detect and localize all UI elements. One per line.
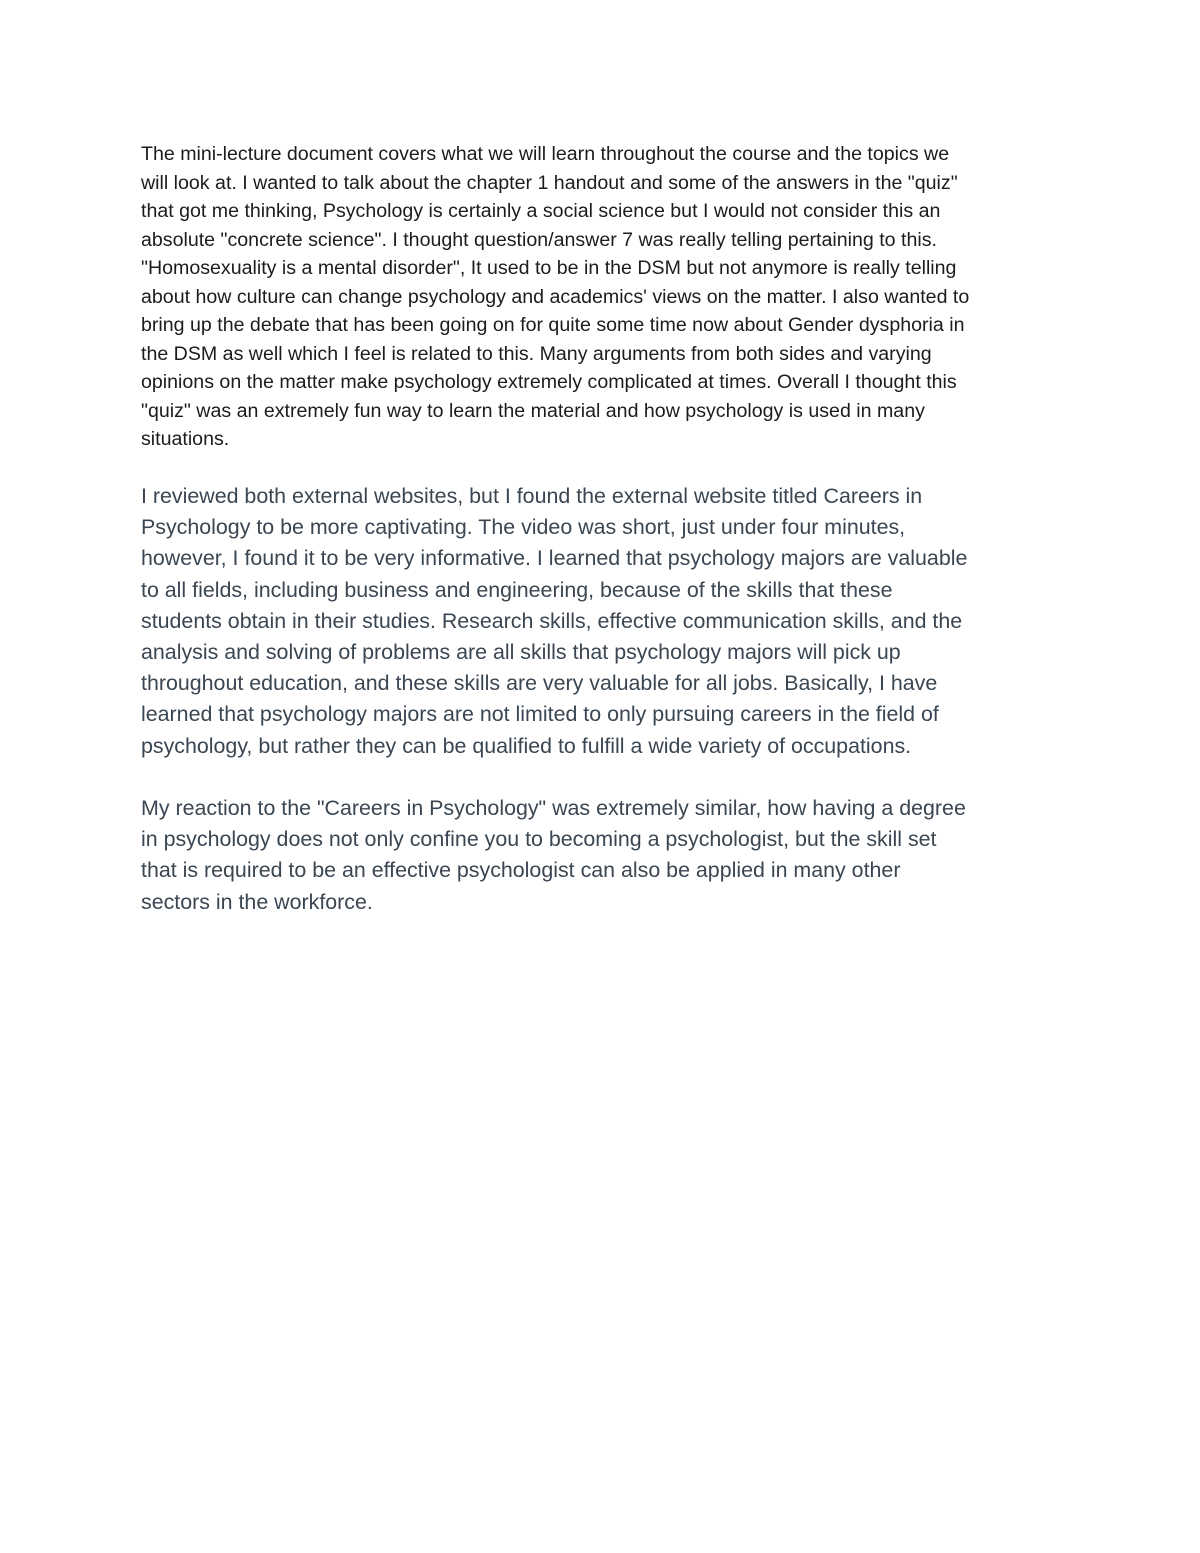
paragraph-line: bring up the debate that has been going on for quite some time now about Gender dysphoria in bbox=[141, 314, 965, 336]
paragraph-line: "Homosexuality is a mental disorder", It used to be in the DSM but not anymore is really telling bbox=[141, 257, 957, 279]
paragraph-line: in psychology does not only confine you to becoming a psychologist, but the skill set bbox=[141, 827, 937, 852]
paragraph-line: about how culture can change psychology and academics' views on the matter. I also wanted to bbox=[141, 285, 970, 308]
paragraph-line: "quiz" was an extremely fun way to learn the material and how psychology is used in many bbox=[141, 399, 925, 422]
paragraph-line: however, I found it to be very informative. I learned that psychology majors are valuable bbox=[141, 546, 968, 571]
paragraph-line: students obtain in their studies. Research skills, effective communication skills, and the bbox=[141, 608, 963, 633]
paragraph-external-websites-review bbox=[141, 481, 1071, 762]
paragraph-chapter-1-reflection bbox=[141, 140, 1071, 454]
paragraph-line: the DSM as well which I feel is related to this. Many arguments from both sides and varying bbox=[141, 342, 932, 365]
paragraph-line: throughout education, and these skills are very valuable for all jobs. Basically, I have bbox=[141, 671, 938, 696]
paragraph-line: sectors in the workforce. bbox=[141, 889, 373, 914]
paragraph-line: situations. bbox=[141, 428, 230, 450]
paragraph-line: absolute "concrete science". I thought question/answer 7 was really telling pertaining to this. bbox=[141, 228, 937, 251]
paragraph-reaction bbox=[141, 793, 1071, 918]
paragraph-line: will look at. I wanted to talk about the chapter 1 handout and some of the answers in the "quiz" bbox=[141, 171, 958, 194]
paragraph-line: that is required to be an effective psychologist can also be applied in many other bbox=[141, 858, 901, 883]
paragraph-line: analysis and solving of problems are all skills that psychology majors will pick up bbox=[141, 640, 901, 665]
paragraph-line: learned that psychology majors are not limited to only pursuing careers in the field of bbox=[141, 702, 939, 727]
paragraph-line: psychology, but rather they can be qualified to fulfill a wide variety of occupations. bbox=[141, 733, 912, 758]
paragraph-line: to all fields, including business and engineering, because of the skills that these bbox=[141, 577, 893, 602]
paragraph-line: opinions on the matter make psychology extremely complicated at times. Overall I thought this bbox=[141, 371, 957, 393]
paragraph-line: My reaction to the "Careers in Psychology" was extremely similar, how having a degree bbox=[141, 796, 966, 820]
paragraph-line: The mini-lecture document covers what we will learn throughout the course and the topics we bbox=[141, 143, 950, 165]
paragraph-line: that got me thinking, Psychology is certainly a social science but I would not consider this an bbox=[141, 200, 941, 222]
paragraph-line: Psychology to be more captivating. The video was short, just under four minutes, bbox=[141, 515, 906, 540]
paragraph-line: I reviewed both external websites, but I found the external website titled Careers in bbox=[141, 484, 923, 508]
